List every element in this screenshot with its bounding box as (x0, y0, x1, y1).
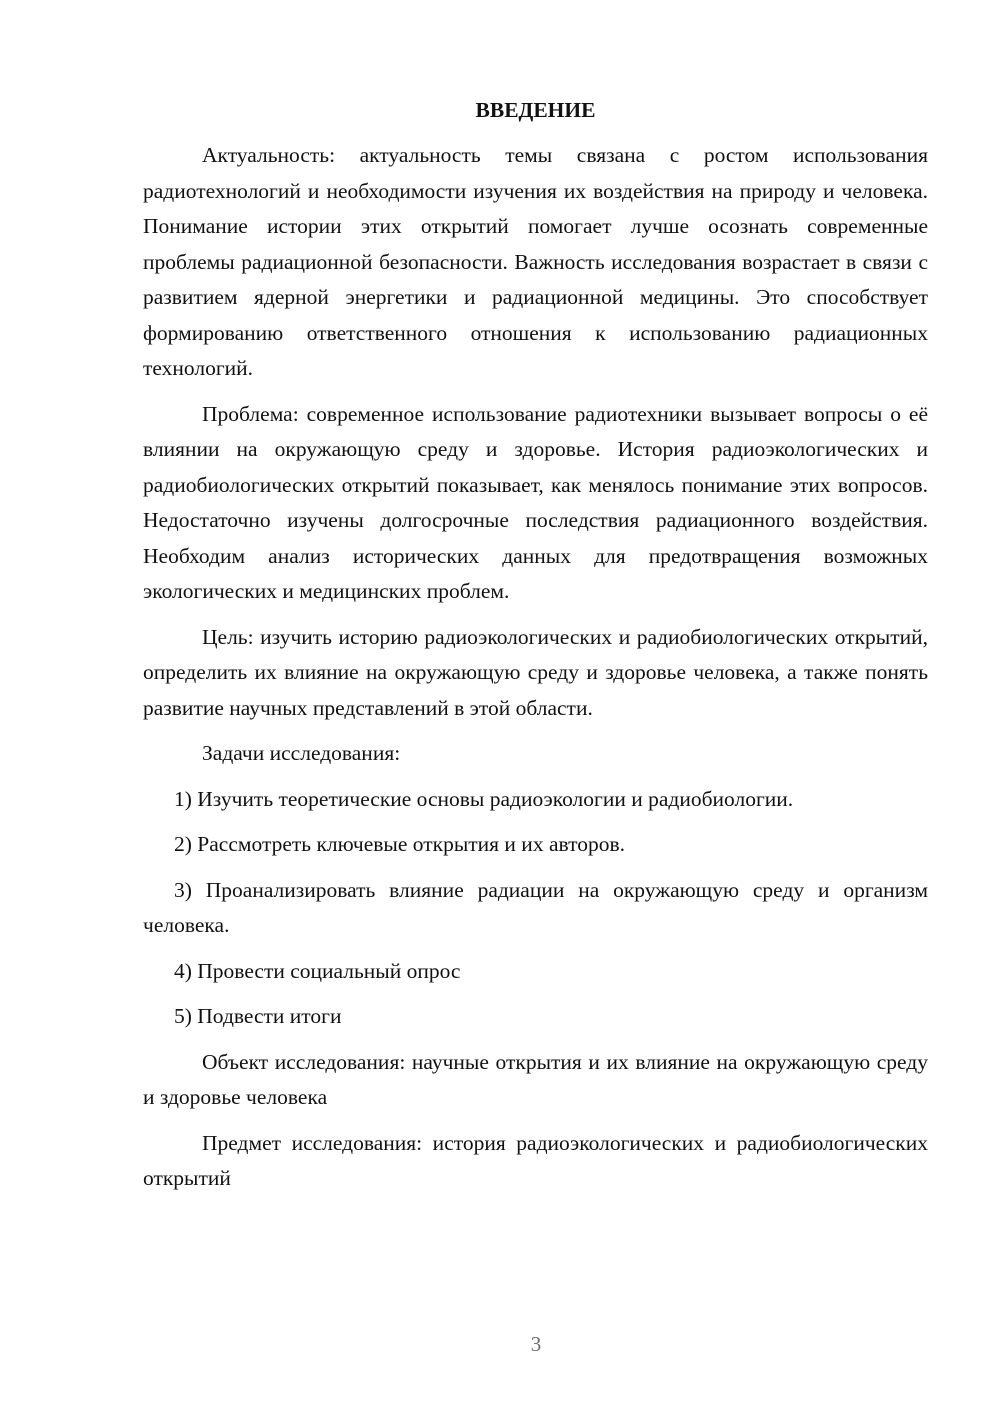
task-item-2: 2) Рассмотреть ключевые открытия и их авторов. (174, 832, 625, 856)
task-item-1: 1) Изучить теоретические основы радиоэкологии и радиобиологии. (174, 786, 794, 811)
relevance-paragraph: Актуальность: актуальность темы связана с ростом использования радиотехнологий и необходимости изучения их воздействия на природу и человека. Понимание истории этих открытий помогает лучше осознать современные проблемы радиационной безопасности. Важность исследования возрастает в связи с развитием ядерной энергетики и радиационной медицины. Это способствует формированию ответственного отношения к использованию радиационных технологий. (143, 143, 928, 380)
page-number: 3 (530, 1332, 542, 1356)
task-item-3: 3) Проанализировать влияние радиации на окружающую среду и организм человека. (143, 877, 928, 937)
research-object-paragraph: Объект исследования: научные открытия и их влияние на окружающую среду и здоровье человека (143, 1049, 928, 1109)
research-subject-paragraph: Предмет исследования: история радиоэкологических и радиобиологических открытий (143, 1130, 928, 1190)
goal-paragraph: Цель: изучить историю радиоэкологических и радиобиологических открытий, определить их влияние на окружающую среду и здоровье человека, а также понять развитие научных представлений в этой области. (143, 624, 928, 720)
page-content (143, 93, 928, 1207)
problem-paragraph: Проблема: современное использование радиотехники вызывает вопросы о её влиянии на окружающую среду и здоровье. История радиоэкологических и радиобиологических открытий показывает, как менялось понимание этих вопросов. Недостаточно изучены долгосрочные последствия радиационного воздействия. Необходим анализ исторических данных для предотвращения возможных экологических и медицинских проблем. (143, 401, 928, 603)
tasks-heading: Задачи исследования: (202, 741, 401, 765)
task-item-5: 5) Подвести итоги (174, 1004, 342, 1028)
task-item-4: 4) Провести социальный опрос (174, 958, 461, 983)
section-title: ВВЕДЕНИЕ (475, 98, 596, 122)
